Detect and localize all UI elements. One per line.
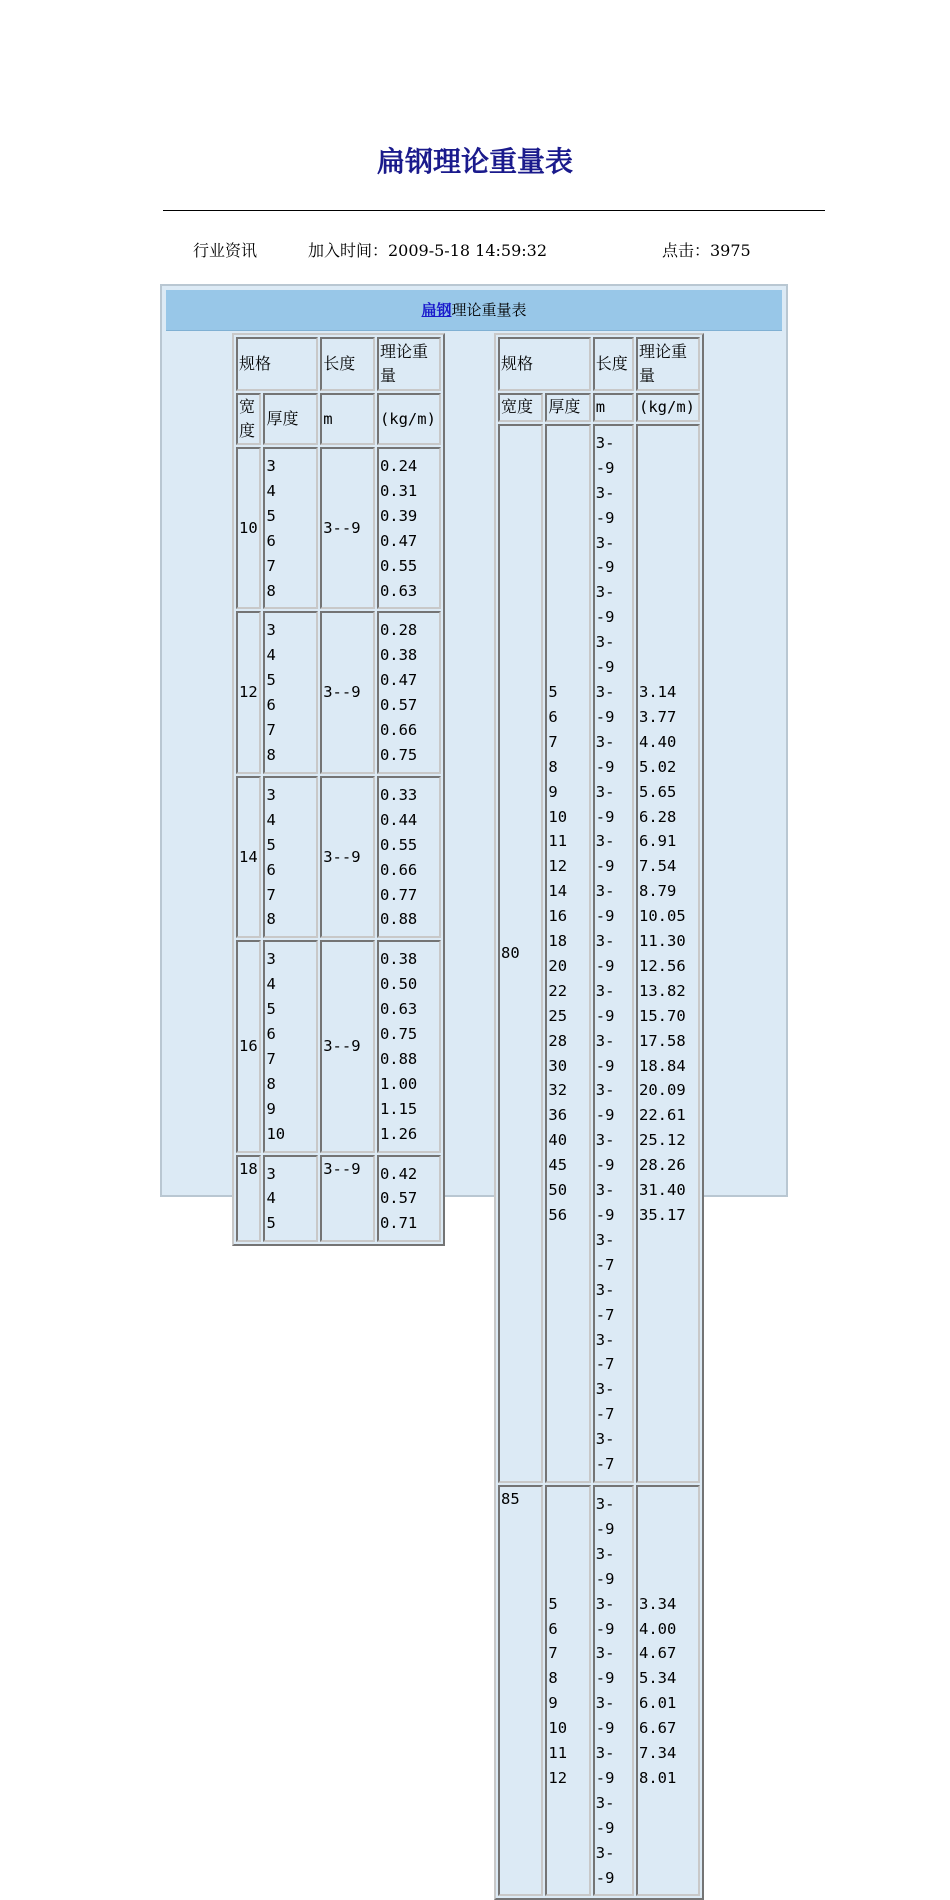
spec-group-row xyxy=(236,776,441,938)
thickness-value: 6 xyxy=(266,860,276,879)
header-row-2 xyxy=(498,393,700,422)
weight-value: 6.91 xyxy=(639,832,677,851)
weight-value: 0.88 xyxy=(379,1049,418,1068)
weight-value: 13.82 xyxy=(639,981,686,1000)
length-value: 3--9 xyxy=(595,882,615,926)
length-value: 3--9 xyxy=(595,533,615,577)
thickness-value: 7 xyxy=(548,1644,558,1663)
weight-value: 0.42 xyxy=(379,1164,418,1183)
weight-list xyxy=(636,1485,700,1897)
weight-value: 1.00 xyxy=(379,1074,418,1093)
weight-list xyxy=(377,776,441,938)
weight-value: 11.30 xyxy=(639,932,686,951)
length-value: 3--9 xyxy=(595,1131,615,1175)
thickness-value: 6 xyxy=(266,1025,276,1044)
thickness-value: 6 xyxy=(266,531,276,550)
thickness-value: 8 xyxy=(266,910,276,929)
caption-text: 理论重量表 xyxy=(451,301,527,319)
weight-value: 1.26 xyxy=(379,1124,418,1143)
thickness-value: 11 xyxy=(548,832,568,851)
weight-table-right xyxy=(494,333,704,1900)
width-value: 12 xyxy=(236,611,261,773)
weight-value: 0.55 xyxy=(379,835,418,854)
thickness-list xyxy=(263,1155,318,1243)
thickness-value: 5 xyxy=(266,1214,276,1233)
weight-list xyxy=(636,424,700,1483)
thickness-value: 22 xyxy=(548,981,568,1000)
thickness-value: 6 xyxy=(266,696,276,715)
weight-value: 0.28 xyxy=(379,621,418,640)
thickness-value: 32 xyxy=(548,1081,568,1100)
thickness-value: 50 xyxy=(548,1181,568,1200)
thickness-list xyxy=(263,611,318,773)
weight-value: 0.88 xyxy=(379,910,418,929)
thickness-value: 3 xyxy=(266,457,276,475)
thickness-value: 36 xyxy=(548,1106,568,1125)
thickness-value: 3 xyxy=(266,1164,276,1183)
length-value: 3--9 xyxy=(595,981,615,1025)
length-value: 3--9 xyxy=(595,1843,615,1887)
length-header: 长度 xyxy=(320,337,375,391)
thickness-value: 40 xyxy=(548,1131,568,1150)
length-unit: m xyxy=(593,393,634,422)
weight-value: 0.66 xyxy=(379,860,418,879)
weight-unit: (kg/m) xyxy=(377,393,441,445)
length-value: 3--9 xyxy=(595,1494,615,1538)
thickness-header: 厚度 xyxy=(263,393,318,445)
thickness-value: 10 xyxy=(548,1719,568,1738)
length-value: 3--9 xyxy=(595,1744,615,1787)
thickness-value: 8 xyxy=(548,1669,558,1688)
weight-value: 0.75 xyxy=(379,1025,418,1044)
thickness-list xyxy=(263,776,318,938)
thickness-value: 18 xyxy=(548,932,568,951)
weight-list xyxy=(377,611,441,773)
spec-group-row xyxy=(236,940,441,1152)
length-value: 3--9 xyxy=(320,1155,375,1243)
thickness-value: 7 xyxy=(266,556,276,575)
spec-group-row xyxy=(498,424,700,1483)
length-value: 3--9 xyxy=(320,940,375,1152)
length-value: 3--9 xyxy=(320,447,375,609)
length-list xyxy=(593,424,634,1483)
weight-value: 0.77 xyxy=(379,885,418,904)
thickness-list xyxy=(545,424,590,1483)
thickness-value: 5 xyxy=(266,1000,276,1019)
weight-value: 22.61 xyxy=(639,1106,686,1125)
length-value: 3--9 xyxy=(595,1694,615,1738)
thickness-value: 11 xyxy=(548,1744,568,1763)
weight-value: 3.34 xyxy=(639,1594,677,1613)
thickness-value: 45 xyxy=(548,1156,568,1175)
length-value: 3--9 xyxy=(595,1181,615,1224)
weight-value: 8.01 xyxy=(639,1768,677,1787)
length-value: 3--7 xyxy=(595,1230,615,1274)
weight-value: 28.26 xyxy=(639,1156,686,1175)
length-value: 3--9 xyxy=(595,832,615,876)
weight-table-left xyxy=(232,333,445,1246)
added-time: 加入时间：2009-5-18 14:59:32 xyxy=(308,241,548,260)
category-label: 行业资讯 xyxy=(193,241,258,260)
weight-value: 4.40 xyxy=(639,732,677,751)
length-header: 长度 xyxy=(593,337,634,391)
length-value: 3--9 xyxy=(595,782,615,826)
weight-value: 0.63 xyxy=(379,1000,418,1019)
length-value: 3--9 xyxy=(595,932,615,975)
thickness-value: 4 xyxy=(266,810,276,829)
weight-value: 15.70 xyxy=(639,1006,686,1025)
length-value: 3--9 xyxy=(320,611,375,773)
click-count: 点击：3975 xyxy=(662,241,751,260)
thickness-value: 6 xyxy=(548,707,558,726)
spec-group-row xyxy=(236,611,441,773)
weight-value: 0.44 xyxy=(379,810,418,829)
thickness-value: 6 xyxy=(548,1619,558,1638)
weight-value: 25.12 xyxy=(639,1131,686,1150)
thickness-value: 3 xyxy=(266,785,276,804)
thickness-value: 10 xyxy=(266,1124,286,1143)
thickness-value: 56 xyxy=(548,1206,568,1224)
table-caption xyxy=(166,290,782,331)
weight-value: 0.24 xyxy=(379,457,418,475)
weight-list xyxy=(377,940,441,1152)
length-value: 3--9 xyxy=(595,433,615,477)
weight-header: 理论重量 xyxy=(377,337,441,391)
width-value: 85 xyxy=(498,1485,543,1897)
width-header: 宽度 xyxy=(236,393,261,445)
weight-value: 0.38 xyxy=(379,950,418,969)
thickness-value: 30 xyxy=(548,1056,568,1075)
thickness-value: 12 xyxy=(548,857,568,876)
length-value: 3--9 xyxy=(595,732,615,776)
thickness-value: 8 xyxy=(266,1074,276,1093)
weight-value: 6.28 xyxy=(639,807,677,826)
weight-value: 0.66 xyxy=(379,721,418,740)
length-value: 3--9 xyxy=(595,1793,615,1837)
thickness-value: 7 xyxy=(266,1049,276,1068)
weight-list xyxy=(377,1155,441,1243)
spec-group-row xyxy=(498,1485,700,1897)
length-value: 3--9 xyxy=(595,1544,615,1588)
length-value: 3--9 xyxy=(595,583,615,627)
thickness-value: 8 xyxy=(548,757,558,776)
length-value: 3--7 xyxy=(595,1430,615,1474)
thickness-value: 9 xyxy=(266,1099,276,1118)
thickness-value: 8 xyxy=(266,745,276,764)
thickness-value: 20 xyxy=(548,956,568,975)
thickness-value: 9 xyxy=(548,1694,558,1713)
thickness-value: 3 xyxy=(266,950,276,969)
weight-value: 0.38 xyxy=(379,646,418,665)
weight-value: 17.58 xyxy=(639,1031,686,1050)
thickness-header: 厚度 xyxy=(545,393,590,422)
width-value: 10 xyxy=(236,447,261,609)
spec-header: 规格 xyxy=(498,337,591,391)
thickness-value: 5 xyxy=(548,682,558,701)
thickness-value: 7 xyxy=(266,885,276,904)
weight-value: 0.55 xyxy=(379,556,418,575)
weight-value: 0.71 xyxy=(379,1214,418,1233)
weight-value: 8.79 xyxy=(639,882,677,901)
thickness-value: 25 xyxy=(548,1006,568,1025)
thickness-list xyxy=(545,1485,590,1897)
weight-value: 10.05 xyxy=(639,907,686,926)
header-row-1 xyxy=(498,337,700,391)
thickness-value: 4 xyxy=(266,1189,276,1208)
spec-header: 规格 xyxy=(236,337,318,391)
thickness-value: 7 xyxy=(266,721,276,740)
thickness-value: 4 xyxy=(266,975,276,994)
weight-list xyxy=(377,447,441,609)
spec-group-row xyxy=(236,1155,441,1243)
weight-value: 7.54 xyxy=(639,857,677,876)
length-unit: m xyxy=(320,393,375,445)
width-header: 宽度 xyxy=(498,393,543,422)
weight-value: 0.50 xyxy=(379,975,418,994)
thickness-value: 5 xyxy=(266,835,276,854)
weight-value: 0.39 xyxy=(379,506,418,525)
weight-value: 6.01 xyxy=(639,1694,677,1713)
weight-value: 18.84 xyxy=(639,1056,686,1075)
width-value: 14 xyxy=(236,776,261,938)
thickness-value: 10 xyxy=(548,807,568,826)
weight-value: 0.31 xyxy=(379,481,418,500)
length-value: 3--9 xyxy=(595,1081,615,1125)
thickness-value: 14 xyxy=(548,882,568,901)
weight-value: 6.67 xyxy=(639,1719,677,1738)
length-value: 3--9 xyxy=(320,776,375,938)
length-value: 3--9 xyxy=(595,1031,615,1075)
thickness-value: 12 xyxy=(548,1768,568,1787)
length-value: 3--9 xyxy=(595,633,615,677)
weight-value: 1.15 xyxy=(379,1099,418,1118)
weight-value: 0.57 xyxy=(379,1189,418,1208)
length-list xyxy=(593,1485,634,1897)
length-value: 3--9 xyxy=(595,1594,615,1638)
thickness-value: 7 xyxy=(548,732,558,751)
weight-value: 20.09 xyxy=(639,1081,686,1100)
weight-value: 7.34 xyxy=(639,1744,677,1763)
header-row-1 xyxy=(236,337,441,391)
length-value: 3--9 xyxy=(595,682,615,726)
weight-value: 5.02 xyxy=(639,757,677,776)
weight-value: 35.17 xyxy=(639,1206,686,1224)
page-title: 扁钢理论重量表 xyxy=(376,145,573,178)
width-value: 80 xyxy=(498,424,543,1483)
weight-value: 31.40 xyxy=(639,1181,686,1200)
thickness-value: 9 xyxy=(548,782,558,801)
weight-value: 4.67 xyxy=(639,1644,677,1663)
weight-value: 0.47 xyxy=(379,671,418,690)
weight-value: 4.00 xyxy=(639,1619,677,1638)
weight-header: 理论重量 xyxy=(636,337,700,391)
thickness-value: 5 xyxy=(548,1594,558,1613)
thickness-value: 8 xyxy=(266,581,276,600)
title-divider xyxy=(163,210,825,211)
thickness-value: 4 xyxy=(266,481,276,500)
length-value: 3--9 xyxy=(595,1644,615,1688)
header-row-2 xyxy=(236,393,441,445)
width-value: 16 xyxy=(236,940,261,1152)
thickness-value: 28 xyxy=(548,1031,568,1050)
thickness-value: 5 xyxy=(266,506,276,525)
weight-value: 0.47 xyxy=(379,531,418,550)
length-value: 3--7 xyxy=(595,1280,615,1324)
spec-group-row xyxy=(236,447,441,609)
weight-unit: (kg/m) xyxy=(636,393,700,422)
weight-value: 0.63 xyxy=(379,581,418,600)
weight-value: 0.75 xyxy=(379,745,418,764)
weight-value: 0.33 xyxy=(379,785,418,804)
weight-value: 5.34 xyxy=(639,1669,677,1688)
length-value: 3--7 xyxy=(595,1330,615,1374)
thickness-value: 5 xyxy=(266,671,276,690)
weight-value: 0.57 xyxy=(379,696,418,715)
weight-value: 5.65 xyxy=(639,782,677,801)
flat-steel-link[interactable]: 扁钢 xyxy=(421,301,452,319)
weight-value: 12.56 xyxy=(639,956,686,975)
weight-value: 3.14 xyxy=(639,682,677,701)
thickness-value: 4 xyxy=(266,646,276,665)
thickness-value: 3 xyxy=(266,621,276,640)
length-value: 3--9 xyxy=(595,483,615,527)
thickness-value: 16 xyxy=(548,907,568,926)
length-value: 3--7 xyxy=(595,1380,615,1424)
width-value: 18 xyxy=(236,1155,261,1243)
thickness-list xyxy=(263,447,318,609)
weight-value: 3.77 xyxy=(639,707,677,726)
thickness-list xyxy=(263,940,318,1152)
